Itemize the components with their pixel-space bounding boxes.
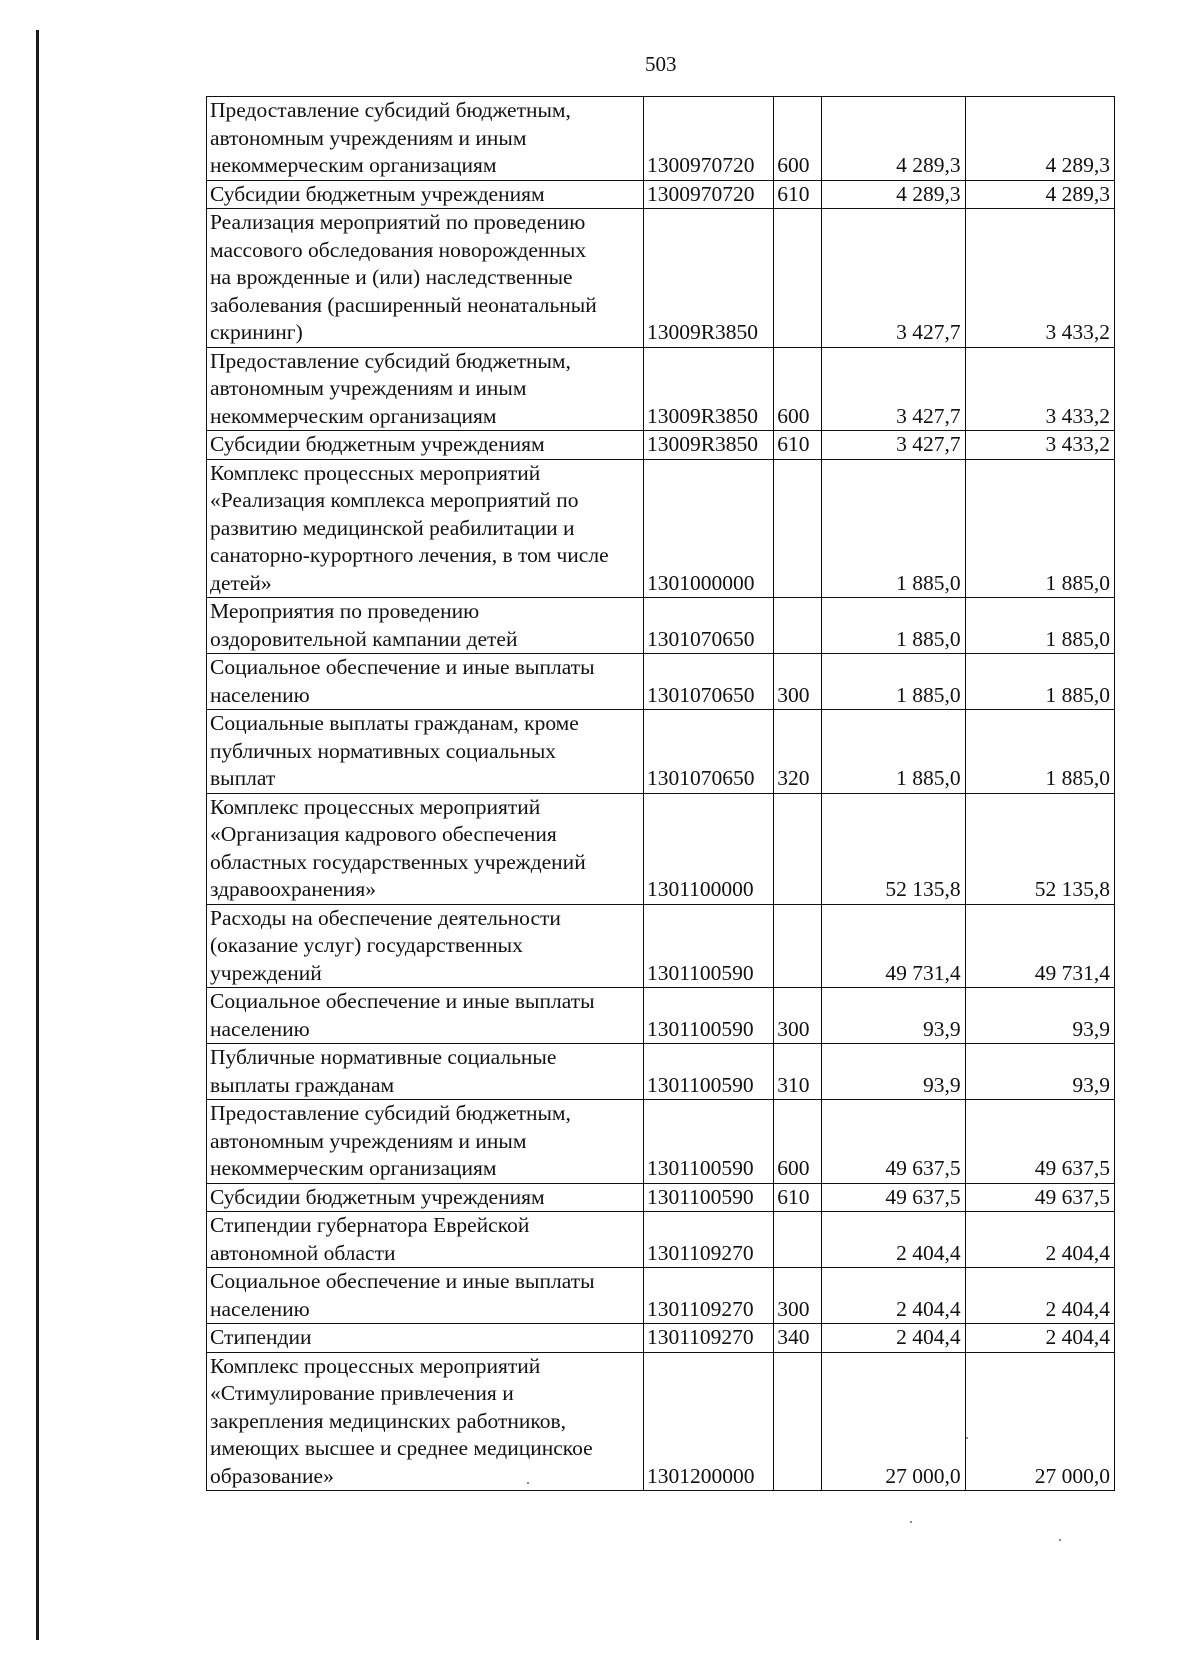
- row-vr-cell: 600: [774, 1100, 822, 1184]
- row-value2-cell: 3 433,2: [965, 431, 1114, 460]
- table-row: [207, 1352, 1115, 1491]
- scan-speck: [910, 1521, 912, 1523]
- row-value2-cell: 1 885,0: [965, 598, 1114, 654]
- row-code-cell: 1301109270: [643, 1324, 773, 1353]
- row-code-cell: 1300970720: [643, 97, 773, 181]
- row-vr-cell: 300: [774, 988, 822, 1044]
- row-code-cell: 13009R3850: [643, 431, 773, 460]
- row-code-cell: 1301100590: [643, 1044, 773, 1100]
- table-row: [207, 654, 1115, 710]
- table-row: [207, 347, 1115, 431]
- table-row: [207, 904, 1115, 988]
- row-name-cell: Мероприятия по проведению оздоровительной кампании детей: [207, 598, 644, 654]
- row-name-cell: Субсидии бюджетным учреждениям: [207, 180, 644, 209]
- row-value2-cell: 2 404,4: [965, 1212, 1114, 1268]
- row-code-cell: 13009R3850: [643, 209, 773, 348]
- row-name-cell: Предоставление субсидий бюджетным, автономным учреждениям и иным некоммерческим организациям: [207, 1100, 644, 1184]
- row-vr-cell: 340: [774, 1324, 822, 1353]
- row-vr-cell: [774, 1352, 822, 1491]
- table-row: [207, 180, 1115, 209]
- row-name-cell: Расходы на обеспечение деятельности (оказание услуг) государственных учреждений: [207, 904, 644, 988]
- row-code-cell: 1301070650: [643, 710, 773, 794]
- row-vr-cell: 610: [774, 1183, 822, 1212]
- table-row: [207, 598, 1115, 654]
- row-code-cell: 13009R3850: [643, 347, 773, 431]
- page-number: 503: [645, 52, 677, 76]
- row-value1-cell: 1 885,0: [822, 598, 965, 654]
- row-name-cell: Социальное обеспечение и иные выплаты населению: [207, 988, 644, 1044]
- row-value2-cell: 2 404,4: [965, 1324, 1114, 1353]
- row-value1-cell: 4 289,3: [822, 180, 965, 209]
- binding-edge-line: [36, 30, 39, 1640]
- row-name-cell: Социальное обеспечение и иные выплаты населению: [207, 1268, 644, 1324]
- row-value2-cell: 27 000,0: [965, 1352, 1114, 1491]
- row-vr-cell: 320: [774, 710, 822, 794]
- row-code-cell: 1301100590: [643, 1183, 773, 1212]
- row-code-cell: 1301109270: [643, 1268, 773, 1324]
- row-value1-cell: 3 427,7: [822, 209, 965, 348]
- row-name-cell: Предоставление субсидий бюджетным, автономным учреждениям и иным некоммерческим организациям: [207, 97, 644, 181]
- row-value1-cell: 49 637,5: [822, 1183, 965, 1212]
- scan-speck: [1059, 1539, 1061, 1541]
- row-code-cell: 1301100590: [643, 904, 773, 988]
- row-name-cell: Стипендии: [207, 1324, 644, 1353]
- row-vr-cell: [774, 1212, 822, 1268]
- row-vr-cell: [774, 209, 822, 348]
- row-vr-cell: 300: [774, 1268, 822, 1324]
- table-row: [207, 1324, 1115, 1353]
- row-value2-cell: 4 289,3: [965, 97, 1114, 181]
- row-value1-cell: 49 637,5: [822, 1100, 965, 1184]
- row-value1-cell: 2 404,4: [822, 1212, 965, 1268]
- row-name-cell: Социальные выплаты гражданам, кроме публичных нормативных социальных выплат: [207, 710, 644, 794]
- row-value2-cell: 2 404,4: [965, 1268, 1114, 1324]
- row-vr-cell: 610: [774, 180, 822, 209]
- row-vr-cell: [774, 793, 822, 904]
- row-value2-cell: 3 433,2: [965, 209, 1114, 348]
- row-value1-cell: 27 000,0: [822, 1352, 965, 1491]
- row-value1-cell: 4 289,3: [822, 97, 965, 181]
- table-row: [207, 459, 1115, 598]
- table-row: [207, 988, 1115, 1044]
- row-vr-cell: 610: [774, 431, 822, 460]
- table-row: [207, 793, 1115, 904]
- row-value1-cell: 2 404,4: [822, 1324, 965, 1353]
- row-vr-cell: [774, 598, 822, 654]
- row-value1-cell: 2 404,4: [822, 1268, 965, 1324]
- row-code-cell: 1301100590: [643, 1100, 773, 1184]
- row-name-cell: Субсидии бюджетным учреждениям: [207, 431, 644, 460]
- row-name-cell: Социальное обеспечение и иные выплаты населению: [207, 654, 644, 710]
- table-row: [207, 1100, 1115, 1184]
- row-value2-cell: 93,9: [965, 1044, 1114, 1100]
- row-value2-cell: 1 885,0: [965, 654, 1114, 710]
- row-value1-cell: 3 427,7: [822, 431, 965, 460]
- row-name-cell: Комплекс процессных мероприятий «Организация кадрового обеспечения областных государственных учреждений здравоохранения»: [207, 793, 644, 904]
- row-code-cell: 1301000000: [643, 459, 773, 598]
- row-value2-cell: 49 637,5: [965, 1183, 1114, 1212]
- row-name-cell: Стипендии губернатора Еврейской автономной области: [207, 1212, 644, 1268]
- row-value2-cell: 4 289,3: [965, 180, 1114, 209]
- row-value2-cell: 52 135,8: [965, 793, 1114, 904]
- row-name-cell: Предоставление субсидий бюджетным, автономным учреждениям и иным некоммерческим организациям: [207, 347, 644, 431]
- row-value2-cell: 49 731,4: [965, 904, 1114, 988]
- row-name-cell: Комплекс процессных мероприятий «Реализация комплекса мероприятий по развитию медицинской реабилитации и санаторно-курортного лечения, в том числе детей»: [207, 459, 644, 598]
- budget-table: [206, 96, 1115, 1491]
- row-vr-cell: 600: [774, 347, 822, 431]
- row-code-cell: 1301100000: [643, 793, 773, 904]
- row-value2-cell: 49 637,5: [965, 1100, 1114, 1184]
- row-value2-cell: 3 433,2: [965, 347, 1114, 431]
- table-row: [207, 1212, 1115, 1268]
- scan-speck: [527, 1482, 529, 1484]
- row-vr-cell: 600: [774, 97, 822, 181]
- table-row: [207, 1268, 1115, 1324]
- row-value1-cell: 1 885,0: [822, 654, 965, 710]
- row-vr-cell: 300: [774, 654, 822, 710]
- row-value2-cell: 1 885,0: [965, 459, 1114, 598]
- row-code-cell: 1301070650: [643, 598, 773, 654]
- row-vr-cell: [774, 904, 822, 988]
- row-value1-cell: 52 135,8: [822, 793, 965, 904]
- row-value1-cell: 1 885,0: [822, 710, 965, 794]
- row-value1-cell: 93,9: [822, 1044, 965, 1100]
- row-code-cell: 1301100590: [643, 988, 773, 1044]
- row-name-cell: Комплекс процессных мероприятий «Стимулирование привлечения и закрепления медицинских работников, имеющих высшее и среднее медицинское образование»: [207, 1352, 644, 1491]
- row-value1-cell: 93,9: [822, 988, 965, 1044]
- row-vr-cell: 310: [774, 1044, 822, 1100]
- table-row: [207, 1183, 1115, 1212]
- row-value2-cell: 93,9: [965, 988, 1114, 1044]
- table-row: [207, 1044, 1115, 1100]
- table-row: [207, 209, 1115, 348]
- row-value2-cell: 1 885,0: [965, 710, 1114, 794]
- budget-table-body: [207, 97, 1115, 1491]
- row-name-cell: Реализация мероприятий по проведению массового обследования новорожденных на врожденные и (или) наследственные заболевания (расширенный неонатальный скрининг): [207, 209, 644, 348]
- scan-speck: [966, 1437, 968, 1439]
- row-code-cell: 1300970720: [643, 180, 773, 209]
- table-row: [207, 431, 1115, 460]
- row-code-cell: 1301109270: [643, 1212, 773, 1268]
- table-row: [207, 710, 1115, 794]
- row-name-cell: Субсидии бюджетным учреждениям: [207, 1183, 644, 1212]
- row-value1-cell: 1 885,0: [822, 459, 965, 598]
- row-value1-cell: 49 731,4: [822, 904, 965, 988]
- row-code-cell: 1301070650: [643, 654, 773, 710]
- row-vr-cell: [774, 459, 822, 598]
- row-name-cell: Публичные нормативные социальные выплаты гражданам: [207, 1044, 644, 1100]
- table-row: [207, 97, 1115, 181]
- row-code-cell: 1301200000: [643, 1352, 773, 1491]
- row-value1-cell: 3 427,7: [822, 347, 965, 431]
